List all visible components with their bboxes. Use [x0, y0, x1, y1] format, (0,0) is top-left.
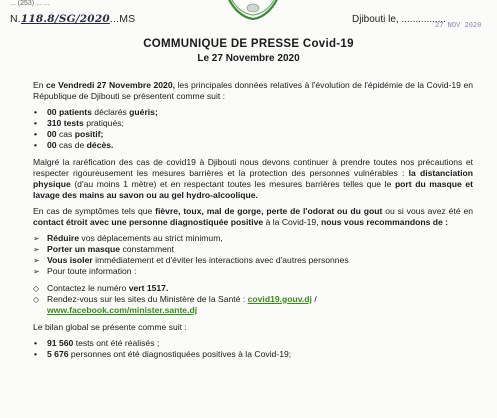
list-item [33, 129, 473, 140]
list-item [33, 338, 473, 349]
stat-em: guéris; [129, 107, 158, 117]
bilan-text: tests ont été réalisés ; [75, 338, 160, 348]
ref-handwritten-number: 118.8/SG/2020 [20, 13, 110, 25]
list-item [33, 349, 473, 360]
bilan-value: 91 560 [47, 338, 74, 348]
bilan-value: 5 676 [47, 349, 69, 359]
stat-text: cas [58, 129, 73, 139]
intro-date-bold: ce Vendredi 27 Novembre 2020, [46, 80, 175, 90]
stat-em: positif; [74, 129, 104, 139]
stat-value: 00 patients [47, 107, 92, 117]
symptoms-paragraph [33, 206, 473, 228]
contacts-list [33, 283, 473, 316]
precautions-paragraph [33, 157, 473, 201]
reco-text: vos déplacements au strict minimum, [81, 233, 223, 243]
stat-value: 310 tests [47, 118, 84, 128]
symptoms-text-1: En cas de symptômes tels que [33, 206, 153, 216]
reco-em: Porter un masque [47, 244, 121, 254]
facebook-link[interactable]: www.facebook.com/minister.sante.dj [47, 305, 198, 315]
list-item [33, 140, 473, 151]
stat-text: cas de [58, 140, 85, 150]
list-item [33, 107, 473, 118]
reco-text: immédiatement et d'éviter les interactions avec d'autres personnes [95, 255, 349, 265]
bilan-intro-text: Le bilan global se présente comme suit : [33, 322, 187, 332]
ref-suffix: ...MS [109, 13, 136, 25]
list-item [33, 283, 473, 294]
separator: / [314, 294, 317, 304]
header-topline: ... (253) ... ... [10, 0, 50, 7]
stat-value: 00 [47, 140, 57, 150]
precautions-text-1: Malgré la raréfication des cas de covid19 à Djibouti nous devons continuer à prendre toutes nos précautions et respecter rigoureusement les mesures barrières et la protection des personnes vulnérables : [33, 157, 473, 178]
symptoms-text-2: ou si vous avez été en [385, 206, 473, 216]
symptoms-text-3: à la Covid-19, [265, 217, 319, 227]
contact-text: Rendez-vous sur les sites du Ministère de la Santé : [47, 294, 246, 304]
stat-em: décès. [86, 140, 114, 150]
contact-text: Contactez le numéro [47, 283, 127, 293]
precautions-bold-2: port du masque et lavage des mains au savon ou au gel hydro-alcoolique. [33, 179, 473, 200]
stat-text: pratiqués; [86, 118, 124, 128]
document-body [33, 80, 473, 366]
bilan-text: personnes ont été diagnostiquées positives à la Covid-19; [70, 349, 292, 359]
stats-list [33, 107, 473, 151]
national-emblem-icon [222, 0, 284, 20]
intro-text-1: En [33, 80, 44, 90]
ministry-website-link[interactable]: covid19.gouv.dj [247, 294, 312, 304]
list-item [33, 233, 473, 244]
symptoms-bold-1: fièvre, toux, mal de gorge, perte de l'odorat ou du gout [155, 206, 383, 216]
precautions-bold-1: la distanciation physique [33, 168, 474, 189]
reco-text: constamment [122, 244, 175, 254]
document-title: COMMUNIQUE DE PRESSE Covid-19 [143, 38, 354, 50]
stat-value: 00 [47, 129, 57, 139]
stat-text: déclarés [94, 107, 127, 117]
symptoms-bold-3: nous vous recommandons de : [321, 217, 449, 227]
recommendations-list [33, 233, 473, 277]
date-stamp: 27 NOV 2020 [435, 21, 482, 29]
intro-paragraph [33, 80, 473, 102]
bilan-list [33, 338, 473, 360]
list-item [33, 255, 473, 266]
bilan-intro [33, 322, 473, 333]
list-item [33, 266, 473, 277]
place-and-date-line: Djibouti le, ................ [352, 14, 446, 25]
reco-em: Vous isoler [47, 255, 93, 265]
list-item [33, 244, 473, 255]
reco-em: Réduire [47, 233, 79, 243]
reference-number [10, 13, 135, 25]
intro-text-2: les principales données relatives à l'évolution de l'épidémie de la Covid-19 en République de Djibouti se présentent comme suit : [33, 80, 474, 101]
symptoms-bold-2: contact étroit avec une personne diagnostiquée positive [33, 217, 264, 227]
list-item [33, 118, 473, 129]
ref-prefix: N. [10, 13, 21, 25]
precautions-text-2: (d'au moins 1 mètre) et en respectant toutes les mesures barrières telles que le [74, 179, 392, 189]
list-item [33, 294, 473, 316]
reco-text: Pour toute information : [47, 266, 137, 276]
document-date: Le 27 Novembre 2020 [197, 53, 300, 64]
hotline-number: vert 1517. [128, 283, 169, 293]
